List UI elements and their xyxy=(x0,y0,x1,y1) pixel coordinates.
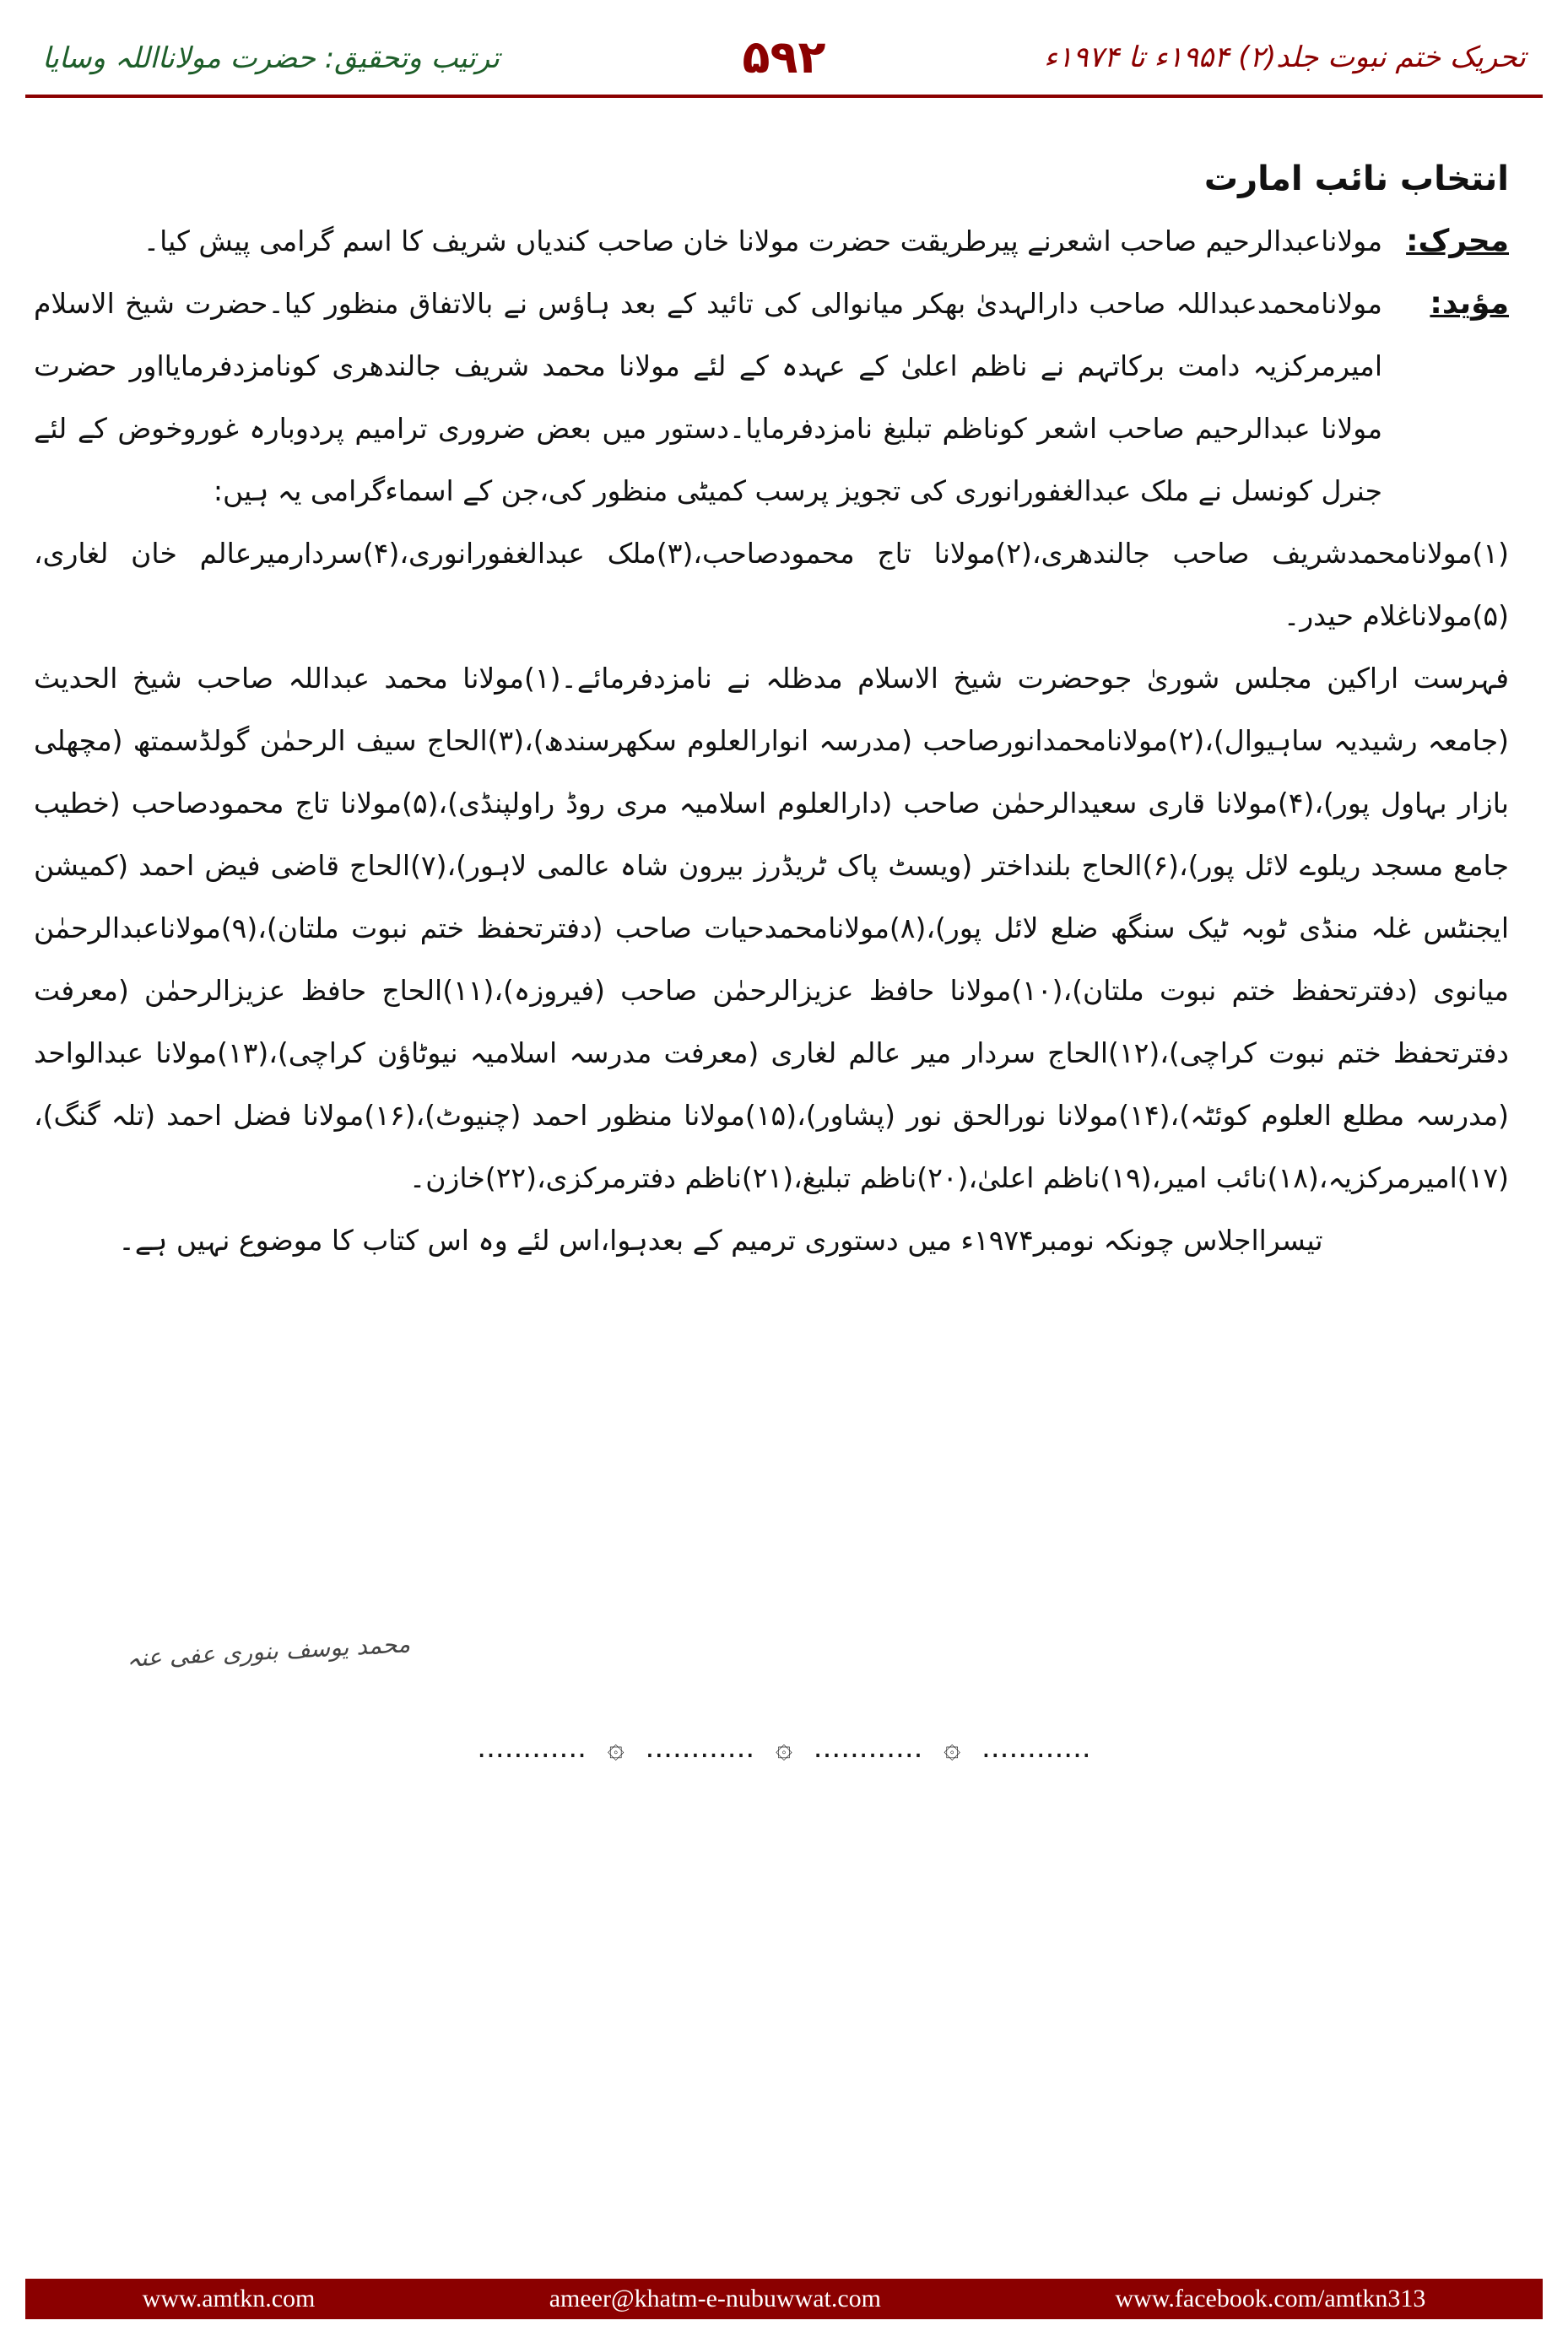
separator-dots: ............ xyxy=(813,1731,923,1765)
separator-dots: ............ xyxy=(477,1731,587,1765)
page-number: ۵۹۲ xyxy=(742,30,826,84)
shura-members-list: فہرست اراکین مجلس شوریٰ جوحضرت شیخ الاسلام مدظلہ نے نامزدفرمائے۔(۱)مولانا محمد عبداللہ صاحب شیخ الحدیث (جامعہ رشیدیہ ساہیوال)،(۲)مولانامحمدانورصاحب (مدرسہ انوارالعلوم سکھرسندھ)،(۳)الحاج سیف الرحمٰن گولڈسمتھ (مچھلی بازار بہاول پور)،(۴)مولانا قاری سعیدالرحمٰن صاحب (دارالعلوم اسلامیہ مری روڈ راولپنڈی)،(۵)مولانا تاج محمودصاحب (خطیب جامع مسجد ریلوے لائل پور)،(۶)الحاج بلنداختر (ویسٹ پاک ٹریڈرز بیرون شاہ عالمی لاہور)،(۷)الحاج قاضی فیض احمد (کمیشن ایجنٹس غلہ منڈی ٹوبہ ٹیک سنگھ ضلع لائل پور)،(۸)مولانامحمدحیات صاحب (دفترتحفظ ختم نبوت ملتان)،(۹)مولاناعبدالرحمٰن میانوی (دفترتحفظ ختم نبوت ملتان)،(۱۰)مولانا حافظ عزیزالرحمٰن صاحب (فیروزہ)،(۱۱)الحاج حافظ عزیزالرحمٰن (معرفت دفترتحفظ ختم نبوت کراچی)،(۱۲)الحاج سردار میر عالم لغاری (معرفت مدرسہ اسلامیہ نیوٹاؤن کراچی)،(۱۳)مولانا عبدالواحد (مدرسہ مطلع العلوم کوئٹہ)،(۱۴)مولانا نورالحق نور (پشاور)،(۱۵)مولانا منظور احمد (چنیوٹ)،(۱۶)مولانا فضل احمد (تلہ گنگ)،(۱۷)امیرمرکزیہ،(۱۸)نائب امیر،(۱۹)ناظم اعلیٰ،(۲۰)ناظم تبلیغ،(۲۱)ناظم دفترمرکزی،(۲۲)خازن۔ xyxy=(34,662,1510,1194)
mover-text: مولاناعبدالرحیم صاحب اشعرنے پیرطریقت حضرت مولانا خان صاحب کندیاں شریف کا اسم گرامی پیش کیا۔ xyxy=(143,224,1382,257)
seconder-label: مؤید: xyxy=(1430,286,1509,321)
seconder-row xyxy=(34,273,1509,522)
facebook-link[interactable]: www.facebook.com/amtkn313 xyxy=(1115,2285,1426,2312)
website-link[interactable]: www.amtkn.com xyxy=(142,2285,316,2312)
separator-dots: ............ xyxy=(645,1731,755,1765)
seconder-text: مولانامحمدعبداللہ صاحب دارالہدیٰ بھکر میانوالی کی تائید کے بعد ہاؤس نے بالاتفاق منظور کیا۔حضرت شیخ الاسلام امیرمرکزیہ دامت برکاتہم نے ناظم اعلیٰ کے عہدہ کے لئے مولانا محمد شریف جالندھری کونامزدفرمایااور حضرت مولانا عبدالرحیم صاحب اشعر کوناظم تبلیغ نامزدفرمایا۔دستور میں بعض ضروری ترامیم پردوبارہ غوروخوض کے لئے جنرل کونسل نے ملک عبدالغفورانوری کی تجویز پرسب کمیٹی منظور کی،جن کے اسماءگرامی یہ ہیں: xyxy=(34,287,1382,507)
email-link[interactable]: ameer@khatm-e-nubuwwat.com xyxy=(549,2285,882,2312)
separator-star-icon: ۞ xyxy=(607,1731,624,1765)
mover-row xyxy=(34,210,1509,273)
book-title: تحریک ختم نبوت جلد(۲) ۱۹۵۴ء تا ۱۹۷۴ء xyxy=(1044,41,1526,74)
separator-star-icon: ۞ xyxy=(944,1731,961,1765)
mover-label: محرک: xyxy=(1406,224,1509,258)
signature: محمد یوسف بنوری عفی عنہ xyxy=(126,1630,411,1673)
section-separator xyxy=(0,1730,1568,1765)
closing-note: تیسرااجلاس چونکہ نومبر۱۹۷۴ء میں دستوری ترمیم کے بعدہوا،اس لئے وہ اس کتاب کا موضوع نہیں ہے۔ xyxy=(118,1224,1323,1257)
separator-dots: ............ xyxy=(981,1731,1091,1765)
page-header xyxy=(25,25,1543,84)
section-heading: انتخاب نائب امارت xyxy=(1203,160,1509,198)
compiler-credit: ترتیب وتحقیق: حضرت مولانااللہ وسایا xyxy=(42,41,500,75)
committee-list: (۱)مولانامحمدشریف صاحب جالندھری،(۲)مولانا تاج محمودصاحب،(۳)ملک عبدالغفورانوری،(۴)سردارمیرعالم خان لغاری،(۵)مولاناغلام حیدر۔ xyxy=(34,537,1509,632)
page-footer xyxy=(25,2279,1543,2319)
page-content xyxy=(34,148,1509,1272)
header-divider xyxy=(25,95,1543,98)
separator-star-icon: ۞ xyxy=(776,1731,792,1765)
